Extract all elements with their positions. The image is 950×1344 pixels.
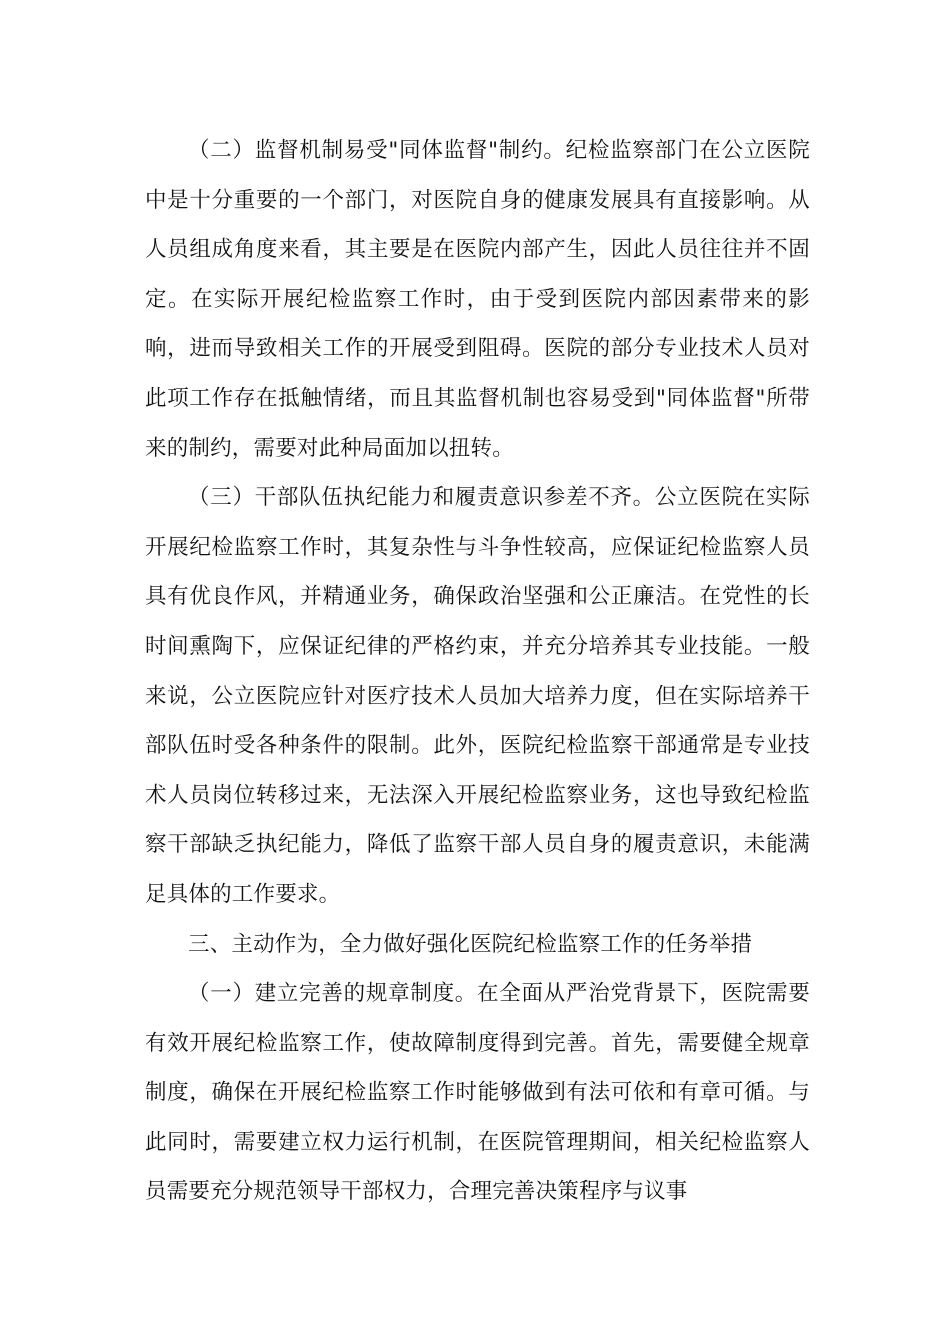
paragraph-rules-system: （一）建立完善的规章制度。在全面从严治党背景下，医院需要有效开展纪检监察工作，使故障制度得到完善。首先，需要健全规章制度，确保在开展纪检监察工作时能够做到有法可依和有章可循。与此同时，需要建立权力运行机制，在医院管理期间，相关纪检监察人员需要充分规范领导干部权力，合理完善决策程序与议事 bbox=[145, 981, 810, 1205]
paragraph-cadre-capability: （三）干部队伍执纪能力和履责意识参差不齐。公立医院在实际开展纪检监察工作时，其复杂性与斗争性较高，应保证纪检监察人员具有优良作风，并精通业务，确保政治坚强和公正廉洁。在党性的长时间熏陶下，应保证纪律的严格约束，并充分培养其专业技能。一般来说，公立医院应针对医疗技术人员加大培养力度，但在实际培养干部队伍时受各种条件的限制。此外，医院纪检监察干部通常是专业技术人员岗位转移过来，无法深入开展纪检监察业务，这也导致纪检监察干部缺乏执纪能力，降低了监察干部人员自身的履责意识，未能满足具体的工作要求。 bbox=[145, 485, 810, 907]
section-heading-measures: 三、主动作为，全力做好强化医院纪检监察工作的任务举措 bbox=[188, 931, 753, 957]
paragraph-supervision-mechanism: （二）监督机制易受"同体监督"制约。纪检监察部门在公立医院中是十分重要的一个部门，对医院自身的健康发展具有直接影响。从人员组成角度来看，其主要是在医院内部产生，因此人员往往并不固定。在实际开展纪检监察工作时，由于受到医院内部因素带来的影响，进而导致相关工作的开展受到阻碍。医院的部分专业技术人员对此项工作存在抵触情绪，而且其监督机制也容易受到"同体监督"所带来的制约，需要对此种局面加以扭转。 bbox=[145, 138, 810, 461]
document-body bbox=[145, 126, 810, 1217]
